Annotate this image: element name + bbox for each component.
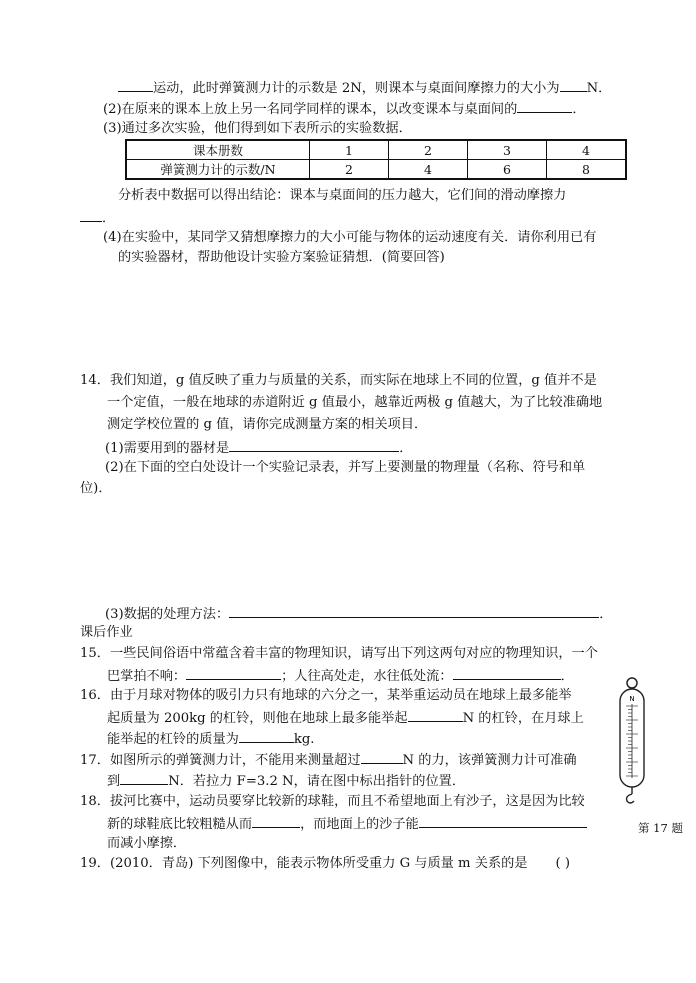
answer-blank[interactable]: [419, 814, 587, 828]
q16-text2b: N 的杠铃，在月球上: [462, 711, 584, 726]
q14-item2-text1: (2)在下面的空白处设计一个实验记录表，并写上要测量的物理量（名称、符号和单: [105, 460, 586, 475]
answer-blank[interactable]: [408, 708, 463, 722]
q14-item2-text2: 位)．: [80, 481, 112, 496]
q18-line3: [107, 835, 186, 853]
q18-text1: 18．拔河比赛中，运动员要穿比较新的球鞋，而且不希望地面上有沙子，这是因为比较: [80, 794, 585, 809]
scale-hook: [627, 794, 634, 803]
spring-scale-figure: [614, 676, 650, 806]
homework-heading: 课后作业: [80, 625, 133, 640]
q13-item3: [103, 120, 412, 138]
scale-unit-label: N: [629, 695, 635, 703]
q16-text3a: 能举起的杠铃的质量为: [107, 732, 239, 747]
q19-text1: 19．(2010．青岛) 下列图像中，能表示物体所受重力 G 与质量 m 关系的是: [80, 856, 528, 871]
q15-text1: 15．一些民间俗语中常蕴含着丰富的物理知识，请写出下列这两句对应的物理知识，一个: [80, 646, 598, 661]
answer-blank[interactable]: [120, 771, 168, 785]
table-cell: 1: [310, 140, 389, 160]
q13-analysis-end: ．: [102, 211, 116, 226]
answer-blank[interactable]: [118, 78, 153, 92]
table-cell: 2: [310, 160, 389, 180]
q15-line1: [80, 645, 598, 663]
q17-text2a: 到: [107, 774, 121, 789]
q13-item2-end: ．: [572, 102, 586, 117]
q15-text2a: 巴掌拍不响：: [107, 669, 187, 684]
q13-analysis-cont: [80, 208, 115, 228]
q13-line1: [118, 78, 611, 98]
answer-blank[interactable]: [186, 666, 281, 680]
q18-text2a: 新的球鞋底比较粗糙从而: [107, 817, 253, 832]
q14-item3-end: ．: [599, 607, 613, 622]
q14-line1: [80, 372, 597, 390]
q16-line3: [107, 729, 315, 749]
q17-text1a: 17．如图所示的弹簧测力计，不能用来测量超过: [80, 753, 361, 768]
q15-text2b: ；人往高处走，水往低处流：: [281, 669, 453, 684]
q13-item4-text2: 的实验器材，帮助他设计实验方案验证猜想．(简要回答): [118, 250, 445, 265]
q14-item3: [105, 604, 612, 624]
q18-text2b: ，而地面上的沙子能: [300, 817, 419, 832]
answer-blank[interactable]: [229, 438, 399, 452]
q13-item2: [103, 99, 586, 119]
q14-item2-line2: [80, 480, 112, 498]
data-table: [125, 139, 627, 180]
answer-blank[interactable]: [453, 666, 561, 680]
q13-item3-text: (3)通过多次实验，他们得到如下表所示的实验数据．: [103, 121, 412, 136]
q16-text3b: kg.: [293, 732, 315, 747]
table-header-cell: 课本册数: [126, 140, 310, 160]
q18-line1: [80, 793, 585, 811]
q16-text1: 16．由于月球对物体的吸引力只有地球的六分之一，某举重运动员在地球上最多能举: [80, 688, 572, 703]
q14-text2: 一个定值，一般在地球的赤道附近 g 值最小，越靠近两极 g 值越大，为了比较准确地: [107, 395, 603, 410]
table-cell: 4: [547, 140, 627, 160]
q13-item4-line1: [103, 229, 596, 247]
q13-item4-line2: [118, 249, 445, 267]
q16-line2: [107, 708, 584, 728]
answer-blank[interactable]: [560, 78, 587, 92]
figure-caption: 第 17 题: [638, 821, 683, 835]
q13-item4-text1: (4)在实验中，某同学又猜想摩擦力的大小可能与物体的运动速度有关．请你利用已有: [103, 230, 597, 245]
q17-line2: [107, 771, 465, 791]
q14-text1: 14．我们知道，g 值反映了重力与质量的关系，而实际在地球上不同的位置，g 值并不是: [80, 373, 597, 388]
table-cell: 4: [389, 160, 468, 180]
scale-top-ring: [627, 678, 637, 688]
table-cell: 2: [389, 140, 468, 160]
q14-item1-end: ．: [399, 441, 413, 456]
answer-blank[interactable]: [229, 604, 599, 618]
table-row: [126, 160, 626, 180]
q13-line1-end: N．: [586, 81, 612, 96]
q15-text2-end: ．: [560, 669, 574, 684]
q14-item3-text: (3)数据的处理方法：: [105, 607, 230, 622]
q14-text3: 测定学校位置的 g 值，请你完成测量方案的相关项目．: [107, 417, 428, 432]
q19-line1: [80, 855, 570, 873]
q17-text1b: N 的力，该弹簧测力计可准确: [402, 753, 577, 768]
q14-item1-text: (1)需要用到的器材是: [105, 441, 230, 456]
q13-analysis-text: 分析表中数据可以得出结论：课本与桌面间的压力越大，它们间的滑动摩擦力: [118, 188, 567, 203]
table-cell: 3: [468, 140, 547, 160]
answer-blank[interactable]: [80, 208, 102, 222]
q13-analysis: [118, 187, 566, 205]
answer-blank[interactable]: [361, 750, 403, 764]
q16-text2a: 起质量为 200kg 的杠铃，则他在地球上最多能举起: [107, 711, 408, 726]
q14-line3: [107, 416, 427, 434]
answer-blank[interactable]: [239, 729, 294, 743]
table-row: [126, 140, 626, 160]
answer-blank[interactable]: [252, 814, 300, 828]
table-cell: 6: [468, 160, 547, 180]
q18-text3: 而减小摩擦．: [107, 836, 187, 851]
table-cell: 8: [547, 160, 627, 180]
q18-line2: [107, 814, 587, 834]
q13-item2-text: (2)在原来的课本上放上另一名同学同样的课本，以改变课本与桌面间的: [103, 102, 518, 117]
q16-line1: [80, 687, 572, 705]
q15-line2: [107, 666, 574, 686]
q17-text2b: N．若拉力 F=3.2 N，请在图中标出指针的位置．: [168, 774, 466, 789]
answer-blank[interactable]: [517, 99, 572, 113]
table-header-cell: 弹簧测力计的示数/N: [126, 160, 310, 180]
q14-item1: [105, 438, 412, 458]
q17-line1: [80, 750, 577, 770]
q19-bracket: ( ): [555, 856, 570, 871]
q13-line1-text: 运动，此时弹簧测力计的示数是 2N，则课本与桌面间摩擦力的大小为: [153, 81, 560, 96]
q14-item2-line1: [105, 459, 585, 477]
q14-line2: [107, 394, 602, 412]
